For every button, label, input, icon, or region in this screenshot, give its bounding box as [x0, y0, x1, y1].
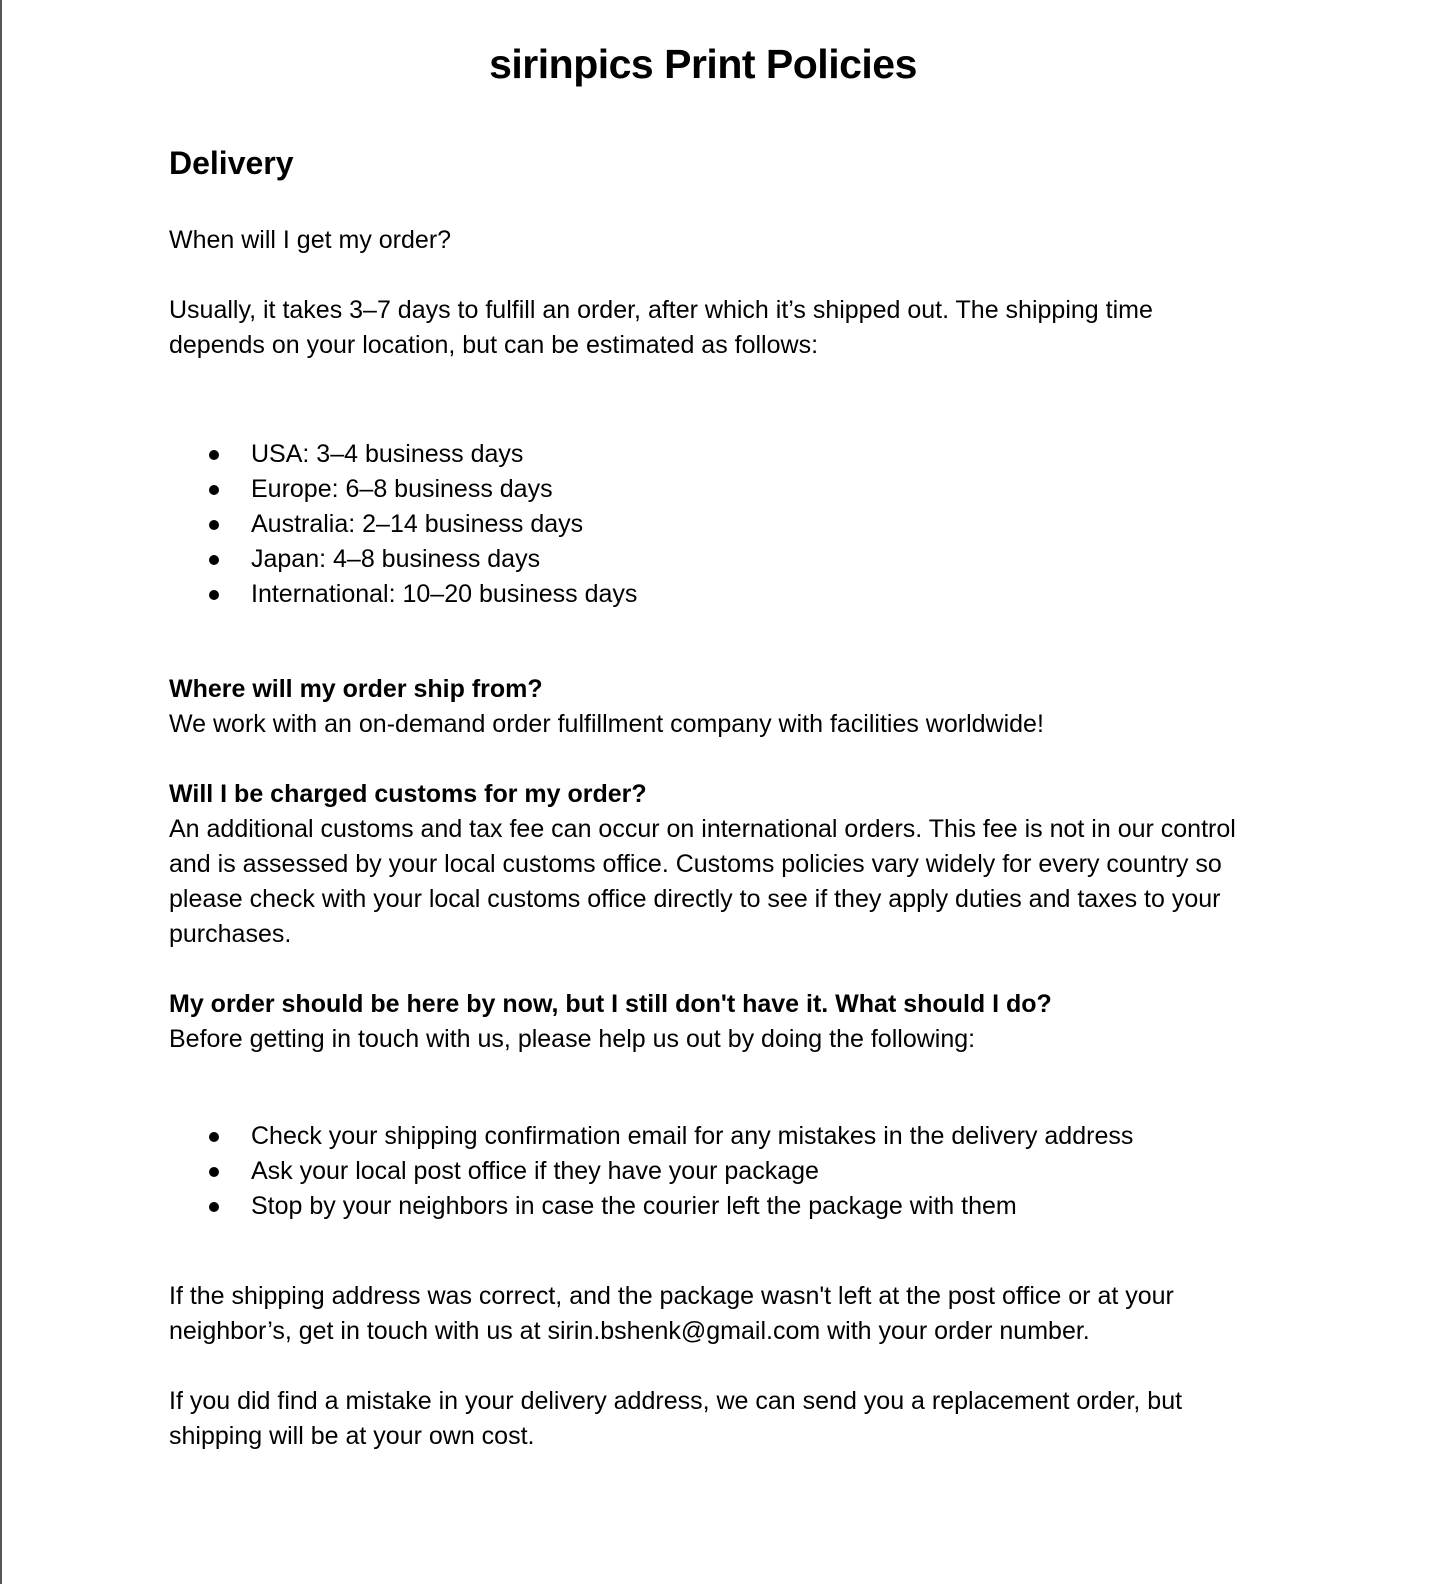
document-title: sirinpics Print Policies [489, 41, 917, 87]
bullet-icon [209, 555, 219, 565]
faq-missing-order [169, 987, 1239, 1057]
list-item [169, 472, 637, 507]
faq-answer: We work with an on-demand order fulfillment company with facilities worldwide! [169, 710, 1044, 738]
faq-answer: Before getting in touch with us, please help us out by doing the following: [169, 1025, 976, 1053]
faq-answer: An additional customs and tax fee can occur on international orders. This fee is not in our control and is assessed by your local customs office. Customs policies vary widely for every country so please check with your local customs office directly to see if they apply duties and taxes to your purchases. [169, 815, 1236, 948]
faq-customs [169, 777, 1239, 952]
shipping-time-text: International: 10–20 business days [251, 580, 638, 608]
faq-ship-from [169, 672, 1239, 742]
list-item [169, 1154, 1133, 1189]
faq-question: Will I be charged customs for my order? [169, 780, 647, 808]
bullet-icon [209, 1202, 219, 1212]
faq-question: My order should be here by now, but I still don't have it. What should I do? [169, 990, 1052, 1018]
bullet-icon [209, 590, 219, 600]
bullet-icon [209, 520, 219, 530]
contact-paragraph: If the shipping address was correct, and the package wasn't left at the post office or at your neighbor’s, get in touch with us at sirin.bshenk@gmail.com with your order number. [169, 1282, 1174, 1345]
checklist-text: Check your shipping confirmation email for any mistakes in the delivery address [251, 1122, 1134, 1150]
replacement-paragraph: If you did find a mistake in your delivery address, we can send you a replacement order, but shipping will be at your own cost. [169, 1387, 1183, 1450]
section-heading-delivery: Delivery [169, 145, 294, 181]
list-item [169, 577, 637, 612]
shipping-time-text: Japan: 4–8 business days [251, 545, 541, 573]
intro-paragraph: Usually, it takes 3–7 days to fulfill an order, after which it’s shipped out. The shipping time depends on your location, but can be estimated as follows: [169, 296, 1153, 359]
list-item [169, 437, 637, 472]
shipping-time-text: Australia: 2–14 business days [251, 510, 584, 538]
checklist-text: Ask your local post office if they have your package [251, 1157, 819, 1185]
shipping-time-text: USA: 3–4 business days [251, 440, 524, 468]
shipping-time-text: Europe: 6–8 business days [251, 475, 553, 503]
intro-question: When will I get my order? [169, 226, 452, 254]
page-edge-rule [0, 0, 2, 1584]
list-item [169, 1189, 1133, 1224]
list-item [169, 542, 637, 577]
list-item [169, 1119, 1133, 1154]
list-item [169, 507, 637, 542]
checklist-text: Stop by your neighbors in case the courier left the package with them [251, 1192, 1017, 1220]
checklist [169, 1119, 1133, 1224]
bullet-icon [209, 450, 219, 460]
bullet-icon [209, 1132, 219, 1142]
bullet-icon [209, 485, 219, 495]
bullet-icon [209, 1167, 219, 1177]
shipping-times-list [169, 437, 637, 612]
faq-question: Where will my order ship from? [169, 675, 543, 703]
